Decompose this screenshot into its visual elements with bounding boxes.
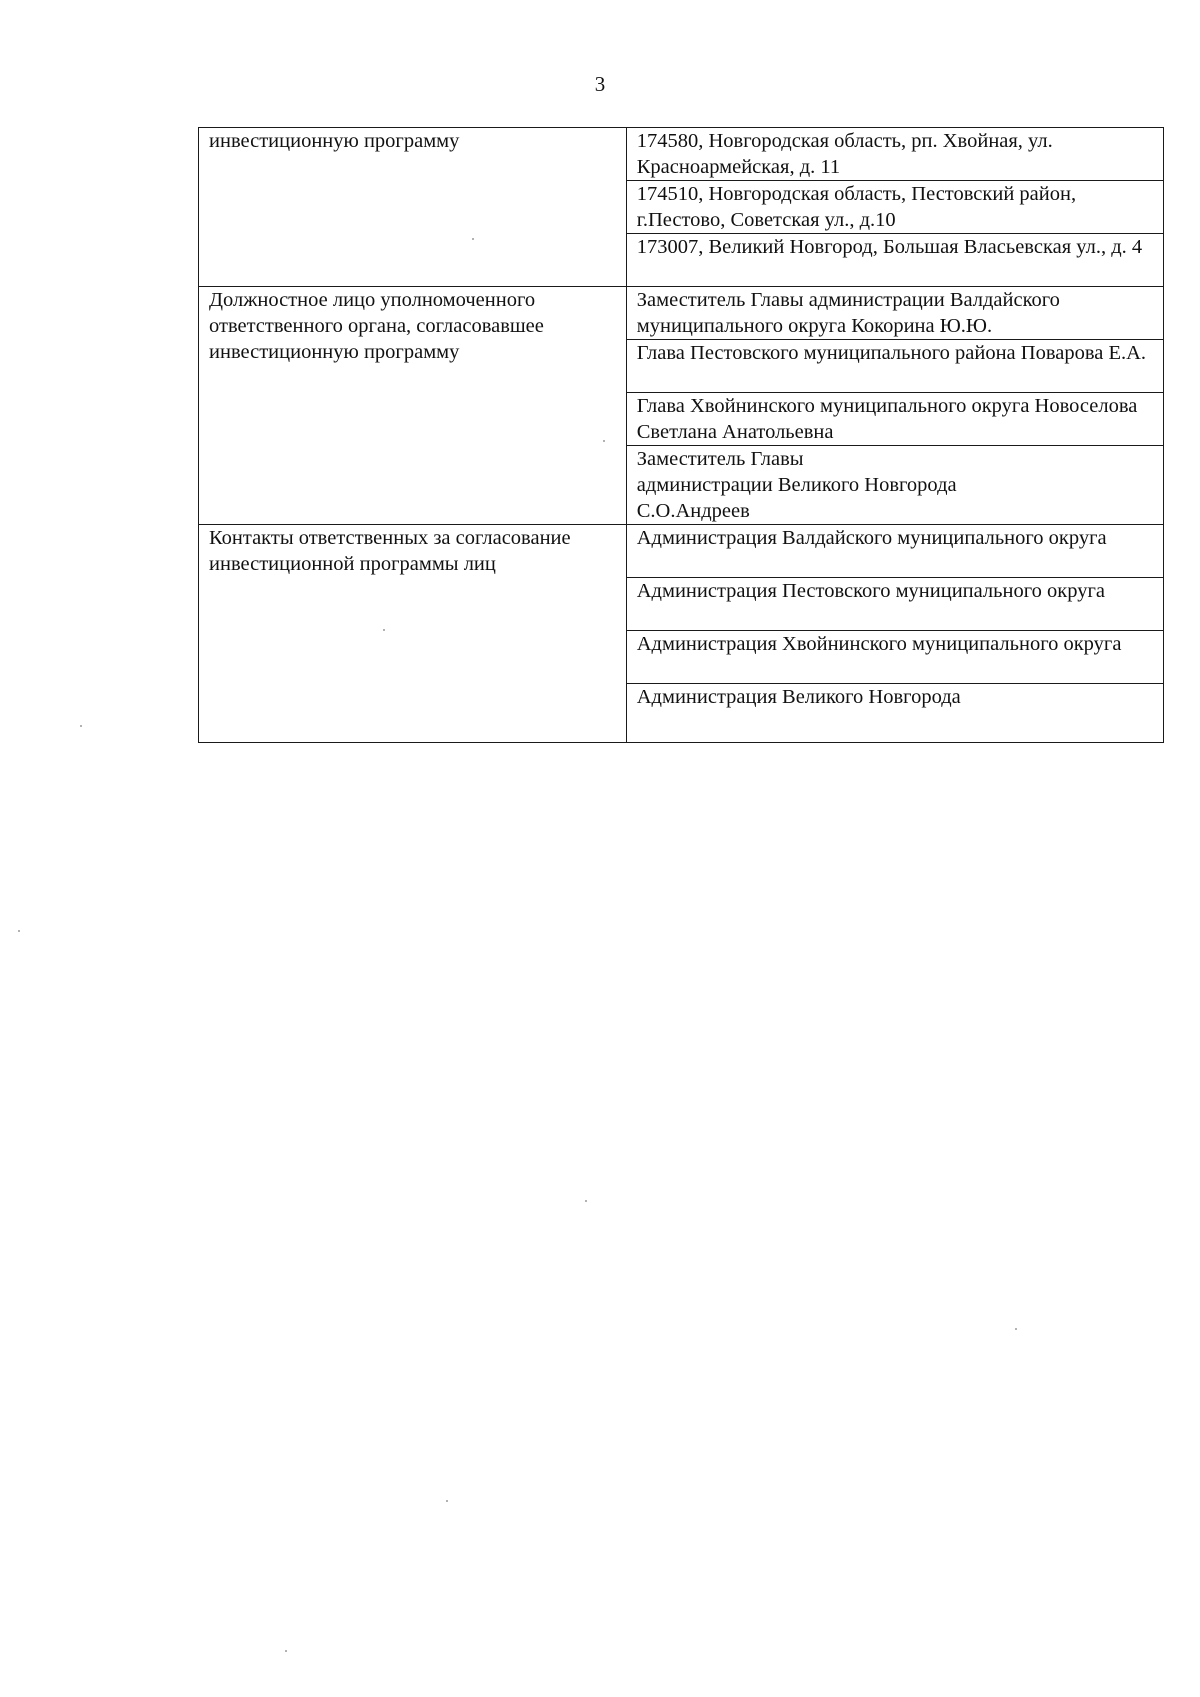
table-cell: Администрация Великого Новгорода	[626, 684, 1163, 743]
table-cell: 173007, Великий Новгород, Большая Власьевская ул., д. 4	[626, 234, 1163, 287]
scan-speck	[383, 629, 385, 631]
table-row	[199, 128, 1164, 181]
scan-speck	[18, 930, 20, 932]
page-number: 3	[594, 72, 606, 96]
scan-speck	[603, 440, 605, 442]
table-cell: Администрация Валдайского муниципального округа	[626, 525, 1163, 578]
table-cell: Заместитель Главы администрации Великого Новгорода С.О.Андреев	[626, 446, 1163, 525]
scan-speck	[1015, 1328, 1017, 1330]
scan-speck	[446, 1500, 448, 1502]
scan-speck	[80, 725, 82, 727]
table-cell: Администрация Хвойнинского муниципального округа	[626, 631, 1163, 684]
row-label: Должностное лицо уполномоченного ответственного органа, согласовавшее инвестиционную программу	[199, 287, 627, 525]
scan-speck	[585, 1200, 587, 1202]
row-label: инвестиционную программу	[199, 128, 627, 287]
table-cell: Глава Пестовского муниципального района Поварова Е.А.	[626, 340, 1163, 393]
info-table	[198, 127, 1164, 743]
scan-speck	[285, 1650, 287, 1652]
table-cell: Администрация Пестовского муниципального округа	[626, 578, 1163, 631]
scan-speck	[472, 238, 474, 240]
row-label: Контакты ответственных за согласование инвестиционной программы лиц	[199, 525, 627, 743]
table-cell: 174510, Новгородская область, Пестовский район, г.Пестово, Советская ул., д.10	[626, 181, 1163, 234]
table-cell: Глава Хвойнинского муниципального округа Новоселова Светлана Анатольевна	[626, 393, 1163, 446]
table-row	[199, 525, 1164, 578]
table-cell: Заместитель Главы администрации Валдайского муниципального округа Кокорина Ю.Ю.	[626, 287, 1163, 340]
table-row	[199, 287, 1164, 340]
table-cell: 174580, Новгородская область, рп. Хвойная, ул. Красноармейская, д. 11	[626, 128, 1163, 181]
